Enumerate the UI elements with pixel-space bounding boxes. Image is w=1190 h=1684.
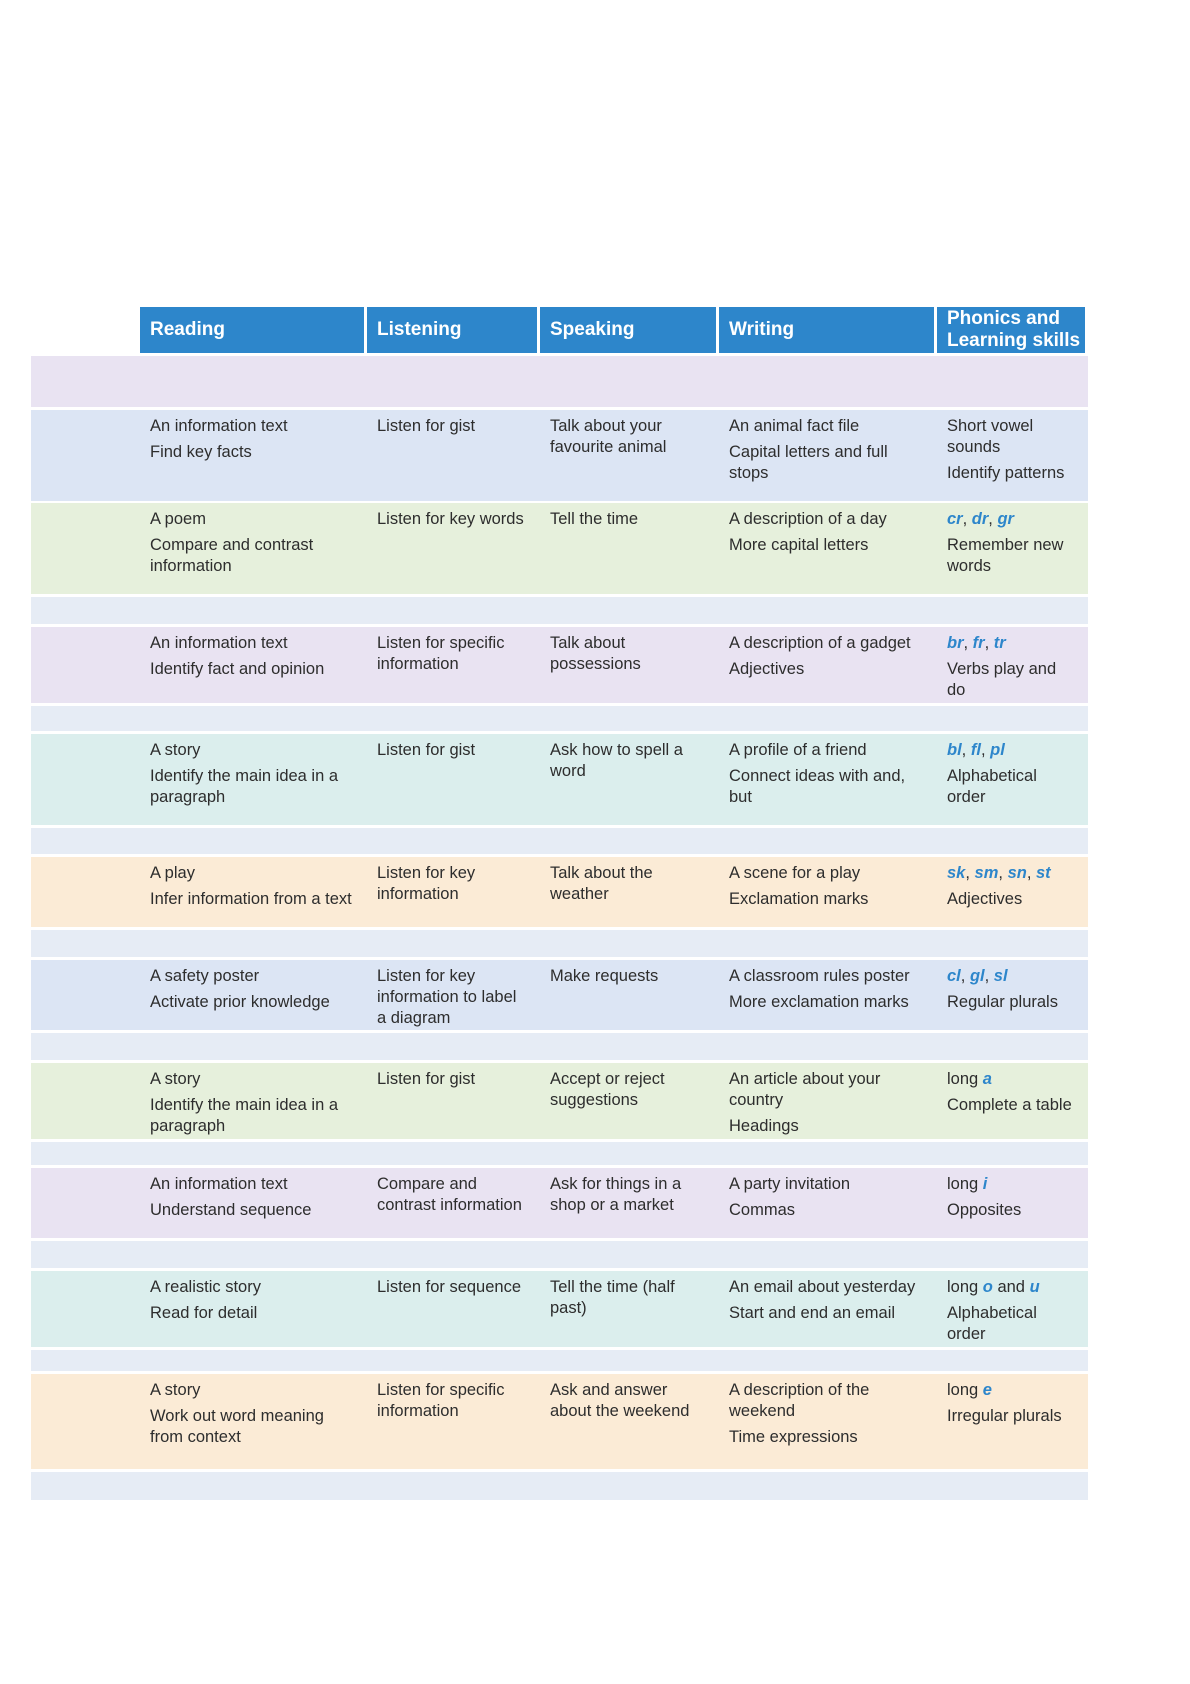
cell-phonics — [937, 1168, 1085, 1238]
phonics-text: , — [1026, 864, 1036, 882]
phonics-text: long — [947, 1070, 983, 1088]
phonics-line: Verbs play and do — [947, 660, 1057, 699]
writing-line: A description of a gadget — [729, 634, 911, 652]
phonics-sound: cr — [947, 510, 963, 528]
writing-line: Commas — [729, 1201, 796, 1219]
cell-reading — [140, 1168, 364, 1238]
separator-band — [31, 1241, 1088, 1268]
cell-listening — [367, 734, 537, 825]
cell-speaking — [540, 734, 716, 825]
cell-writing — [719, 627, 934, 703]
speaking-line: Ask for things in a shop or a market — [550, 1175, 682, 1214]
writing-line: Start and end an email — [729, 1304, 896, 1322]
phonics-sound: br — [947, 634, 964, 652]
reading-line: Find key facts — [150, 443, 252, 461]
reading-line: Identify fact and opinion — [150, 660, 325, 678]
writing-line: Headings — [729, 1117, 799, 1135]
phonics-line — [947, 966, 1077, 987]
reading-line: A story — [150, 1070, 201, 1088]
separator-band — [31, 1033, 1088, 1060]
listening-line: Listen for specific information — [377, 1381, 505, 1420]
writing-line: A classroom rules poster — [729, 967, 910, 985]
phonics-line — [947, 509, 1077, 530]
reading-line: Understand sequence — [150, 1201, 312, 1219]
writing-line: A description of the weekend — [729, 1381, 870, 1420]
phonics-sound: tr — [993, 634, 1006, 652]
cell-reading — [140, 1271, 364, 1347]
writing-line: Connect ideas with and, but — [729, 767, 906, 806]
cell-writing — [719, 1063, 934, 1139]
cell-speaking — [540, 503, 716, 594]
reading-line: An information text — [150, 634, 288, 652]
phonics-line: Short vowel sounds — [947, 417, 1034, 456]
phonics-sound: sn — [1007, 864, 1027, 882]
phonics-sound: sk — [947, 864, 966, 882]
reading-line: A story — [150, 741, 201, 759]
writing-line: More capital letters — [729, 536, 869, 554]
intro-cell-writing — [719, 356, 934, 407]
reading-line: An information text — [150, 1175, 288, 1193]
speaking-line: Ask and answer about the weekend — [550, 1381, 690, 1420]
intro-cell-phonics — [937, 356, 1085, 407]
cell-reading — [140, 1063, 364, 1139]
phonics-text: long — [947, 1381, 983, 1399]
phonics-text: , — [984, 967, 994, 985]
separator-band — [31, 930, 1088, 957]
cell-speaking — [540, 1063, 716, 1139]
phonics-sound: i — [982, 1175, 988, 1193]
phonics-sound: gl — [969, 967, 985, 985]
phonics-sound: fr — [972, 634, 985, 652]
cell-speaking — [540, 857, 716, 927]
speaking-line: Talk about possessions — [550, 634, 641, 673]
reading-line: Work out word meaning from context — [150, 1407, 324, 1446]
reading-line: Infer information from a text — [150, 890, 352, 908]
writing-line: An animal fact file — [729, 417, 860, 435]
reading-line: An information text — [150, 417, 288, 435]
header-speaking: Speaking — [540, 307, 716, 353]
cell-listening — [367, 960, 537, 1030]
reading-line: Compare and contrast information — [150, 536, 314, 575]
phonics-sound: e — [982, 1381, 992, 1399]
intro-cell-listening — [367, 356, 537, 407]
cell-listening — [367, 1168, 537, 1238]
writing-line: Adjectives — [729, 660, 805, 678]
phonics-sound: dr — [971, 510, 989, 528]
cell-speaking — [540, 1271, 716, 1347]
cell-writing — [719, 1168, 934, 1238]
reading-line: Read for detail — [150, 1304, 258, 1322]
bottom-band — [31, 1472, 1088, 1500]
phonics-line — [947, 633, 1077, 654]
speaking-line: Tell the time — [550, 510, 639, 528]
phonics-sound: a — [982, 1070, 992, 1088]
listening-line: Listen for key information to label a diagram — [377, 967, 517, 1027]
cell-writing — [719, 410, 934, 501]
separator-band — [31, 597, 1088, 624]
cell-listening — [367, 627, 537, 703]
listening-line: Listen for specific information — [377, 634, 505, 673]
header-reading: Reading — [140, 307, 364, 353]
reading-line: Identify the main idea in a paragraph — [150, 767, 339, 806]
reading-line: Identify the main idea in a paragraph — [150, 1096, 339, 1135]
cell-listening — [367, 857, 537, 927]
writing-line: Time expressions — [729, 1428, 858, 1446]
phonics-text: , — [988, 510, 998, 528]
speaking-line: Ask how to spell a word — [550, 741, 683, 780]
phonics-sound: fl — [970, 741, 981, 759]
cell-phonics — [937, 734, 1085, 825]
phonics-line: Alphabetical order — [947, 767, 1037, 806]
speaking-line: Tell the time (half past) — [550, 1278, 675, 1317]
writing-line: A scene for a play — [729, 864, 861, 882]
phonics-text: , — [998, 864, 1008, 882]
phonics-sound: pl — [990, 741, 1005, 759]
separator-band — [31, 1142, 1088, 1165]
listening-line: Compare and contrast information — [377, 1175, 522, 1214]
cell-reading — [140, 960, 364, 1030]
listening-line: Listen for gist — [377, 741, 476, 759]
reading-line: A play — [150, 864, 195, 882]
listening-line: Listen for key words — [377, 510, 524, 528]
cell-phonics — [937, 503, 1085, 594]
phonics-line — [947, 1174, 1077, 1195]
cell-phonics — [937, 410, 1085, 501]
phonics-sound: gr — [997, 510, 1014, 528]
cell-listening — [367, 410, 537, 501]
phonics-line — [947, 1380, 1077, 1401]
cell-listening — [367, 1374, 537, 1469]
cell-phonics — [937, 1271, 1085, 1347]
phonics-sound: o — [982, 1278, 993, 1296]
cell-writing — [719, 857, 934, 927]
phonics-sound: bl — [947, 741, 962, 759]
speaking-line: Talk about your favourite animal — [550, 417, 667, 456]
cell-speaking — [540, 1374, 716, 1469]
cell-writing — [719, 1271, 934, 1347]
writing-line: Exclamation marks — [729, 890, 869, 908]
cell-listening — [367, 1063, 537, 1139]
cell-writing — [719, 1374, 934, 1469]
cell-reading — [140, 1374, 364, 1469]
phonics-text: , — [980, 741, 991, 759]
phonics-line: Adjectives — [947, 890, 1023, 908]
header-writing: Writing — [719, 307, 934, 353]
phonics-line — [947, 1277, 1077, 1298]
writing-line: A description of a day — [729, 510, 887, 528]
phonics-line — [947, 740, 1077, 761]
phonics-text: , — [965, 864, 975, 882]
phonics-text: , — [962, 510, 972, 528]
cell-writing — [719, 734, 934, 825]
cell-speaking — [540, 410, 716, 501]
cell-speaking — [540, 960, 716, 1030]
cell-reading — [140, 627, 364, 703]
phonics-line: Complete a table — [947, 1096, 1072, 1114]
reading-line: Activate prior knowledge — [150, 993, 330, 1011]
speaking-line: Talk about the weather — [550, 864, 653, 903]
listening-line: Listen for key information — [377, 864, 476, 903]
phonics-line: Irregular plurals — [947, 1407, 1062, 1425]
phonics-line — [947, 863, 1077, 884]
cell-phonics — [937, 627, 1085, 703]
listening-line: Listen for gist — [377, 1070, 476, 1088]
cell-listening — [367, 503, 537, 594]
reading-line: A realistic story — [150, 1278, 261, 1296]
phonics-text: , — [984, 634, 994, 652]
phonics-sound: st — [1036, 864, 1051, 882]
cell-speaking — [540, 627, 716, 703]
phonics-text: , — [960, 967, 970, 985]
phonics-text: , — [963, 634, 973, 652]
reading-line: A story — [150, 1381, 201, 1399]
cell-phonics — [937, 857, 1085, 927]
writing-line: Capital letters and full stops — [729, 443, 888, 482]
speaking-line: Make requests — [550, 967, 659, 985]
cell-reading — [140, 734, 364, 825]
writing-line: An email about yesterday — [729, 1278, 916, 1296]
reading-line: A poem — [150, 510, 206, 528]
listening-line: Listen for gist — [377, 417, 476, 435]
cell-reading — [140, 410, 364, 501]
phonics-line: Identify patterns — [947, 464, 1065, 482]
header-phonics: Phonics and Learning skills — [937, 307, 1085, 353]
listening-line: Listen for sequence — [377, 1278, 522, 1296]
writing-line: A profile of a friend — [729, 741, 867, 759]
cell-writing — [719, 960, 934, 1030]
phonics-sound: sl — [993, 967, 1008, 985]
cell-phonics — [937, 1374, 1085, 1469]
cell-speaking — [540, 1168, 716, 1238]
phonics-line: Opposites — [947, 1201, 1022, 1219]
phonics-text: , — [961, 741, 971, 759]
writing-line: An article about your country — [729, 1070, 881, 1109]
cell-reading — [140, 857, 364, 927]
phonics-sound: sm — [974, 864, 999, 882]
writing-line: More exclamation marks — [729, 993, 909, 1011]
reading-line: A safety poster — [150, 967, 260, 985]
writing-line: A party invitation — [729, 1175, 851, 1193]
cell-phonics — [937, 960, 1085, 1030]
phonics-text: long — [947, 1175, 983, 1193]
phonics-line: Remember new words — [947, 536, 1064, 575]
phonics-sound: u — [1029, 1278, 1040, 1296]
cell-reading — [140, 503, 364, 594]
separator-band — [31, 706, 1088, 731]
phonics-line — [947, 1069, 1077, 1090]
phonics-line: Regular plurals — [947, 993, 1058, 1011]
cell-phonics — [937, 1063, 1085, 1139]
separator-band — [31, 1350, 1088, 1371]
intro-cell-speaking — [540, 356, 716, 407]
separator-band — [31, 828, 1088, 854]
intro-cell-reading — [140, 356, 364, 407]
header-listening: Listening — [367, 307, 537, 353]
phonics-text: and — [992, 1278, 1030, 1296]
cell-listening — [367, 1271, 537, 1347]
speaking-line: Accept or reject suggestions — [550, 1070, 665, 1109]
phonics-line: Alphabetical order — [947, 1304, 1037, 1343]
phonics-sound: cl — [947, 967, 961, 985]
phonics-text: long — [947, 1278, 983, 1296]
cell-writing — [719, 503, 934, 594]
